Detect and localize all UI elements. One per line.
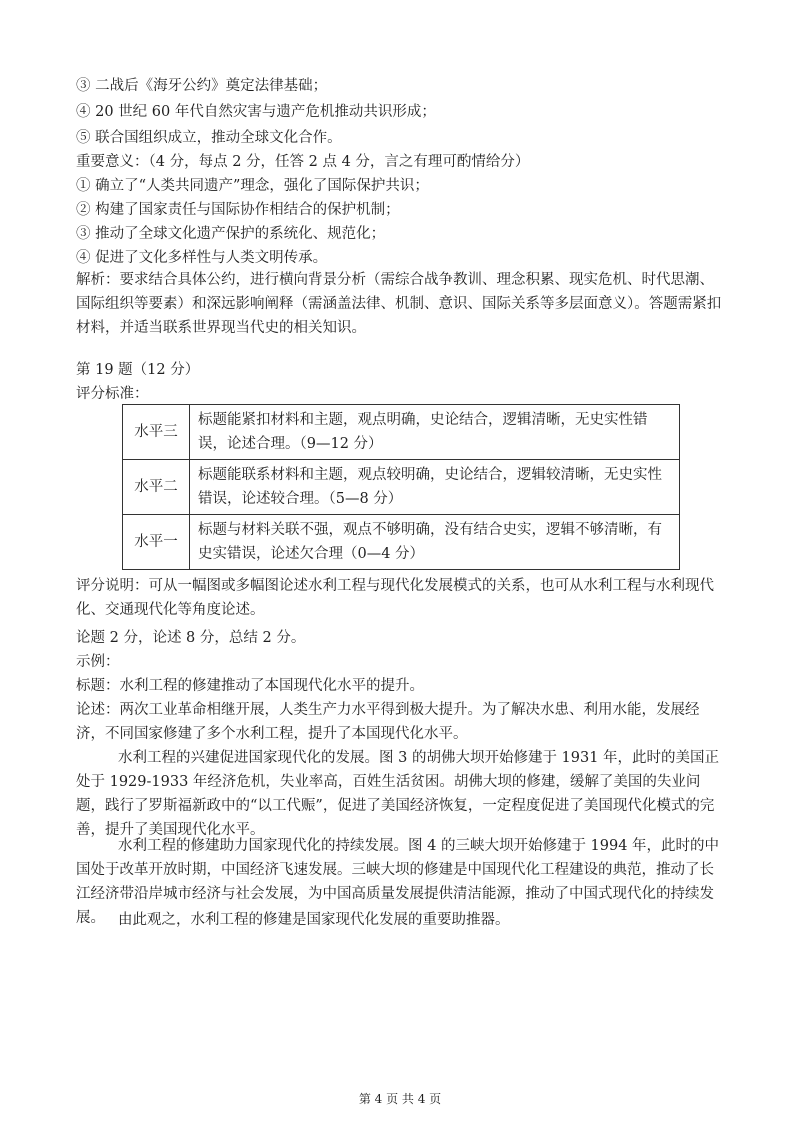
score-split: 论题 2 分，论述 8 分，总结 2 分。 [76,630,306,646]
example-label: 示例： [76,654,120,670]
example-title: 标题：水利工程的修建推动了本国现代化水平的提升。 [76,678,424,694]
paragraph-hoover-dam: 水利工程的兴建促进国家现代化的发展。图 3 的胡佛大坝开始修建于 1931 年，此时的美国正处于 1929-1933 年经济危机，失业率高，百姓生活贫困。胡佛大坝的修建，缓解了美国的失业问题，践行了罗斯福新政中的“以工代赈”，促进了美国经济恢复，一定程度促进了美国现代化模式的完善，提升了美国现代化水平。 [76,750,720,838]
question-19-title: 第 19 题（12 分） [76,362,200,378]
analysis-paragraph: 解析：要求结合具体公约，进行横向背景分析（需综合战争教训、理念积累、现实危机、时代思潮、国际组织等要素）和深远影响阐释（需涵盖法律、机制、意识、国际关系等多层面意义）。答题需紧扣材料，并适当联系世界现当代史的相关知识。 [76,272,722,336]
conclusion: 由此观之，水利工程的修建是国家现代化发展的重要助推器。 [118,912,510,928]
significance-heading: 重要意义：（4 分，每点 2 分，任答 2 点 4 分，言之有理可酌情给分） [76,154,530,170]
rubric-row [123,405,680,460]
rubric-row [123,515,680,570]
significance-point-2: ② 构建了国家责任与国际协作相结合的保护机制； [76,202,400,218]
answer-point-5: ⑤ 联合国组织成立，推动全球文化合作。 [76,130,342,146]
significance-point-1: ① 确立了“人类共同遗产”理念，强化了国际保护共识； [76,178,429,194]
page-footer: 第 4 页 共 4 页 [358,1092,442,1106]
rubric-description: 标题能紧扣材料和主题，观点明确，史论结合，逻辑清晰，无史实性错误，论述合理。（9—12 分） [190,405,680,460]
rubric-level: 水平一 [123,515,190,570]
scoring-note: 评分说明：可从一幅图或多幅图论述水利工程与现代化发展模式的关系，也可从水利工程与水利现代化、交通现代化等角度论述。 [76,578,714,618]
rubric-description: 标题能联系材料和主题，观点较明确，史论结合，逻辑较清晰，无史实性错误，论述较合理。（5—8 分） [190,460,680,515]
scoring-criteria-label: 评分标准： [76,386,149,402]
rubric-description: 标题与材料关联不强，观点不够明确，没有结合史实，逻辑不够清晰，有史实错误，论述欠合理（0—4 分） [190,515,680,570]
rubric-row [123,460,680,515]
example-intro: 论述：两次工业革命相继开展，人类生产力水平得到极大提升。为了解决水患、利用水能，发展经济，不同国家修建了多个水利工程，提升了本国现代化水平。 [76,702,700,742]
rubric-table [122,404,680,570]
paragraph-three-gorges-dam: 水利工程的修建助力国家现代化的持续发展。图 4 的三峡大坝开始修建于 1994 年，此时的中国处于改革开放时期，中国经济飞速发展。三峡大坝的修建是中国现代化工程建设的典范，推动了长江经济带沿岸城市经济与社会发展，为中国高质量发展提供清洁能源，推动了中国式现代化的持续发展。 [76,838,720,926]
significance-point-4: ④ 促进了文化多样性与人类文明传承。 [76,250,328,266]
rubric-level: 水平三 [123,405,190,460]
significance-point-3: ③ 推动了全球文化遗产保护的系统化、规范化； [76,226,386,242]
answer-point-3: ③ 二战后《海牙公约》奠定法律基础； [76,78,328,94]
answer-point-4: ④ 20 世纪 60 年代自然灾害与遗产危机推动共识形成； [76,104,436,120]
rubric-level: 水平二 [123,460,190,515]
